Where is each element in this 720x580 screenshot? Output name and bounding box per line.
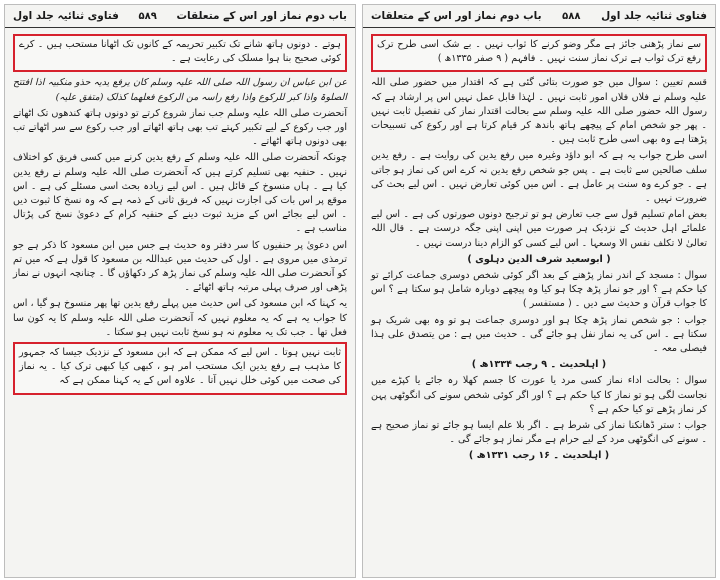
right-source-1: ( ابوسعید شرف الدین دہلوی ) [467, 253, 611, 265]
left-running-head [5, 5, 355, 28]
right-header-chapter: باب دوم نماز اور اس کے متعلقات [371, 10, 542, 22]
right-paragraph-1: قسم تعیین : سوال میں جو صورت بتائی گئی ہے کہ اقتدار میں حضور صلی اللہ علیہ وسلم نے فلاں فلاں امور ثابت نہیں ۔ لہٰذا قابل عمل نہیں اس پر ارشاد ہے کہ رسول اللہ حضور صلی اللہ علیہ وسلم سے بحالت اقتدار نماز کی تفصیل ثابت نہیں ۔ پھر جو شخص امام کے پیچھے ہاتھ باندھ کر قیام کرتا ہے اور رکوع کی تسبیحات پڑھتا ہے وہ بھی اسی طرح ثابت ہیں ۔ [371, 77, 707, 146]
left-paragraph-1: آنحضرت صلی اللہ علیہ وسلم جب نماز شروع کرتے تو دونوں ہاتھ کندھوں تک اٹھاتے اور جب رکوع کے لیے تکبیر کہتے تب بھی ہاتھ اٹھاتے اور جب رکوع سے سر اٹھاتے تب بھی دونوں ہاتھ اٹھاتے ۔ [13, 107, 347, 148]
right-question-2: سوال : بحالت اداء نماز کسی مرد یا عورت کا جسم کھلا رہ جائے یا کپڑے میں نجاست لگی ہو تو نماز کا کیا حکم ہے ؟ اور اگر کوئی شخص سونے کی انگوٹھی پہن کر نماز پڑھے تو کیا حکم ہے ؟ [371, 375, 707, 415]
right-paragraph-3: بعض امام تسلیم قول سے جب تعارض ہو تو ترجیح دونوں صورتوں کی ہے ۔ اس لیے علمائے اہل حدیث کے نزدیک ہر صورت میں اپنی اپنی جگہ درست ہے ۔ قال اللہ تعالیٰ لا تکلف نفس الا وسعہا ۔ اس لیے کسی کو الزام دینا درست نہیں ۔ [371, 209, 707, 249]
left-bottom-highlight-box [13, 342, 347, 395]
left-header-folio: ۵۸۹ [138, 10, 157, 22]
right-question-1: سوال : مسجد کے اندر نماز پڑھنے کے بعد اگر کوئی شخص دوسری جماعت کرائے تو کیا حکم ہے ؟ اور جو نماز پڑھ چکا ہو کیا وہ پیچھے دوبارہ شامل ہو سکتا ہے ؟ اس کا جواب قرآن و حدیث سے دیں ۔ ( مستفسر ) [371, 270, 707, 310]
left-header-chapter: باب دوم نماز اور اس کے متعلقات [176, 10, 347, 22]
right-top-highlight-box [371, 34, 707, 72]
right-page [362, 4, 716, 578]
left-page-body [5, 28, 355, 395]
right-header-title: فتاوی ثنائیہ جلد اول [601, 10, 707, 22]
left-top-highlight-box [13, 34, 347, 72]
right-answer-1: جواب : جو شخص نماز پڑھ چکا ہو اور دوسری جماعت ہو تو وہ بھی شریک ہو سکتا ہے ۔ اس کی یہ نماز نفل ہو جائے گی ۔ حدیث میں ہے : من یتصدق علی ہذا فیصلی معہ ۔ [371, 314, 707, 355]
left-page [4, 4, 356, 578]
left-box-bottom-text: ثابت نہیں ہوتا ۔ اس لیے کہ ممکن ہے کہ ابن مسعود کے نزدیک جیسا کہ جمہور کا مذہب ہے رفع یدین ایک مستحب امر ہو ، کبھی کیا کبھی ترک کیا ۔ یہ نماز کی صحت میں کوئی خلل نہیں آتا ۔ علاوہ اس کے یہ کہنا ممکن ہے کہ [19, 347, 341, 387]
right-page-body [363, 28, 715, 464]
right-paragraph-2: اسی طرح جواب یہ ہے کہ ابو داؤد وغیرہ میں رفع یدین کی روایت ہے ۔ رفع یدین سلف صالحین سے ثابت ہے ۔ پس جو شخص رفع یدین نہ کرے اس کی نماز ہو جاتی ہے ۔ جو کرے وہ سنت پر عامل ہے ۔ اس میں کوئی تعارض نہیں ۔ اس لیے بحث کی ضرورت نہیں ۔ [371, 150, 707, 205]
right-running-head [363, 5, 715, 28]
right-box-top-text: سے نماز پڑھنی جائز ہے مگر وضو کرنے کا ثواب نہیں ۔ بے شک اسی طرح ترک رفع ترک ثواب ہے ترک نماز سنت نہیں ۔ فافہم ( ۹ صفر ۱۳۳۵ھ ) [377, 39, 701, 65]
left-header-title: فتاوی ثنائیہ جلد اول [13, 10, 119, 22]
left-paragraph-2: چونکہ آنحضرت صلی اللہ علیہ وسلم کے رفع یدین کرنے میں کسی فریق کو اختلاف نہیں ۔ حنفیہ بھی تسلیم کرتے ہیں کہ آنحضرت صلی اللہ علیہ وسلم نے رفع یدین کیا ہے ۔ ہاں منسوخ کے قائل ہیں ۔ اس لیے زیادہ بحث اسی مسئلے کی ہے ۔ اس موقع پر اس بات کی اجازت نہیں کہ فریق ثانی کے ذمہ ہے کہ وہ نسخ کا ثبوت دیں ۔ اس لیے بجائے اس کے مزید ثبوت دینے کے حنفیہ کرام کے دعویٰ نسخ کی پڑتال مناسب ہے ۔ [13, 152, 347, 235]
left-box-top-text: ہوتے ۔ دونوں ہاتھ شانے تک تکبیر تحریمہ کے کانوں تک اٹھانا مستحب ہیں ۔ کرے کوئی صحیح بنا ہوا مسلک کی رعایت ہے ۔ [19, 39, 341, 65]
right-answer-2: جواب : ستر ڈھانکنا نماز کی شرط ہے ۔ اگر بلا علم ایسا ہو جائے تو نماز صحیح ہے ۔ سونے کی انگوٹھی مرد کے لیے حرام ہے مگر نماز ہو جائے گی ۔ [371, 420, 707, 446]
right-header-folio: ۵۸۸ [562, 10, 581, 22]
arabic-hadith: عن ابن عباس ان رسول اللہ صلی اللہ علیہ وسلم کان یرفع یدیہ حذو منکبیہ اذا افتتح الصلوۃ واذا کبر للرکوع واذا رفع راسہ من الرکوع فعلھما کذلک (متفق علیہ) [13, 77, 347, 103]
left-paragraph-4: یہ کہنا کہ ابن مسعود کی اس حدیث میں پہلے رفع یدین تھا پھر منسوخ ہو گیا ، اس کا جواب یہ ہے کہ یہ معلوم نہیں کہ آنحضرت صلی اللہ علیہ وسلم کا یہ کون سا فعل تھا ۔ جب تک یہ معلوم نہ ہو نسخ ثابت نہیں ہو سکتا ۔ [13, 298, 347, 338]
right-source-3: ( اہلحدیث ۔ ۱۶ رجب ۱۳۳۱ھ ) [468, 450, 610, 462]
right-source-2: ( اہلحدیث ۔ ۹ رجب ۱۳۳۴ھ ) [471, 359, 607, 371]
left-paragraph-3: اس دعویٰ پر حنفیوں کا سر دفتر وہ حدیث ہے جس میں ابن مسعود کا ذکر ہے جو ترمذی میں مروی ہے ۔ اول کی حدیث میں عبداللہ بن مسعود کا قول ہے کہ میں تم کو آنحضرت صلی اللہ علیہ وسلم کی نماز پڑھ کر دکھاؤں گا ۔ چنانچہ انہوں نے نماز پڑھی اور صرف پہلی مرتبہ ہاتھ اٹھائے ۔ [13, 239, 347, 294]
